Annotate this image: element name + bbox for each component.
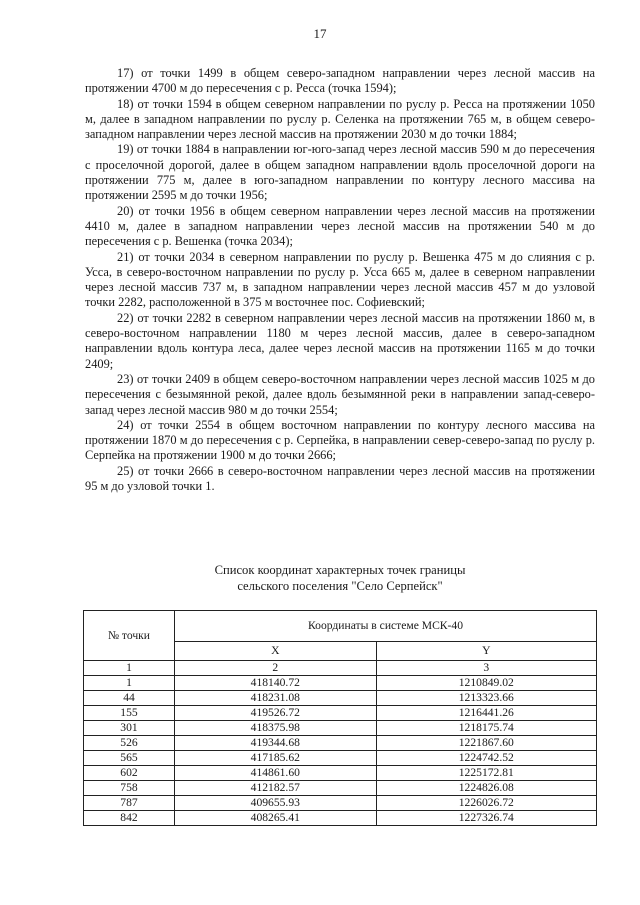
point-number-cell: 301 xyxy=(84,721,175,736)
paragraph-21: 21) от точки 2034 в северном направлении по руслу р. Вешенка 475 м до слияния с р. Усса, в северо-восточном направлении по руслу р. Усса 665 м, далее в северном направлении через лесной массив 737 м, в западном направлении через лесной массив 457 м до узловой точки 2282, расположенной в 375 м восточнее пос. Софиевский; xyxy=(85,249,595,310)
table-row xyxy=(84,691,597,706)
point-number-cell: 842 xyxy=(84,811,175,826)
table-row xyxy=(84,796,597,811)
point-number-cell: 155 xyxy=(84,706,175,721)
y-coordinate-cell: 1210849.02 xyxy=(376,676,596,691)
x-coordinate-cell: 414861.60 xyxy=(175,766,377,781)
paragraph-22: 22) от точки 2282 в северном направлении через лесной массив на протяжении 1860 м, в северо-восточном направлении 1180 м через лесной массив, далее в северо-западном направлении вдоль контура леса, далее через лесной массив на протяжении 1165 м до точки 2409; xyxy=(85,310,595,371)
y-coordinate-cell: 1216441.26 xyxy=(376,706,596,721)
table-row xyxy=(84,721,597,736)
y-coordinate-cell: 1227326.74 xyxy=(376,811,596,826)
column-number-row xyxy=(84,661,597,676)
page-number: 17 xyxy=(313,26,327,41)
table-row xyxy=(84,736,597,751)
column-number: 1 xyxy=(84,661,175,676)
point-number-cell: 44 xyxy=(84,691,175,706)
point-number-cell: 602 xyxy=(84,766,175,781)
coordinates-table xyxy=(83,610,597,826)
y-coordinate-cell: 1221867.60 xyxy=(376,736,596,751)
x-coordinate-cell: 408265.41 xyxy=(175,811,377,826)
point-number-cell: 526 xyxy=(84,736,175,751)
y-coordinate-cell: 1213323.66 xyxy=(376,691,596,706)
x-coordinate-cell: 418140.72 xyxy=(175,676,377,691)
table-row xyxy=(84,751,597,766)
y-coordinate-cell: 1225172.81 xyxy=(376,766,596,781)
paragraph-23: 23) от точки 2409 в общем северо-восточном направлении через лесной массив 1025 м до пересечения с безымянной рекой, далее вдоль безымянной реки в направлении запад-северо-запад через лесной массив 980 м до точки 2554; xyxy=(85,371,595,417)
point-number-cell: 565 xyxy=(84,751,175,766)
x-coordinate-cell: 419344.68 xyxy=(175,736,377,751)
header-point-number: № точки xyxy=(84,611,175,661)
paragraph-20: 20) от точки 1956 в общем северном направлении через лесной массив на протяжении 4410 м, далее в западном направлении через лесной массив на протяжении 540 м до пересечения с р. Вешенка (точка 2034); xyxy=(85,203,595,249)
boundary-description xyxy=(85,66,595,494)
x-coordinate-cell: 412182.57 xyxy=(175,781,377,796)
paragraph-17: 17) от точки 1499 в общем северо-западном направлении через лесной массив на протяжении 4700 м до пересечения с р. Ресса (точка 1594); xyxy=(85,66,595,96)
header-coordinate-system: Координаты в системе МСК-40 xyxy=(175,611,597,642)
y-coordinate-cell: 1218175.74 xyxy=(376,721,596,736)
y-coordinate-cell: 1226026.72 xyxy=(376,796,596,811)
column-number: 3 xyxy=(376,661,596,676)
x-coordinate-cell: 419526.72 xyxy=(175,706,377,721)
y-coordinate-cell: 1224826.08 xyxy=(376,781,596,796)
x-coordinate-cell: 409655.93 xyxy=(175,796,377,811)
caption-line-2: сельского поселения "Село Серпейск" xyxy=(237,579,443,593)
point-number-cell: 1 xyxy=(84,676,175,691)
table-row xyxy=(84,676,597,691)
y-coordinate-cell: 1224742.52 xyxy=(376,751,596,766)
point-number-cell: 758 xyxy=(84,781,175,796)
table-row xyxy=(84,706,597,721)
x-coordinate-cell: 418231.08 xyxy=(175,691,377,706)
caption-line-1: Список координат характерных точек границы xyxy=(214,563,466,577)
x-coordinate-cell: 417185.62 xyxy=(175,751,377,766)
point-number-cell: 787 xyxy=(84,796,175,811)
header-x: X xyxy=(175,642,377,661)
paragraph-24: 24) от точки 2554 в общем восточном направлении по контуру лесного массива на протяжении 1870 м до пересечения с р. Серпейка, в направлении север-северо-запад по руслу р. Серпейка на протяжении 1900 м до точки 2666; xyxy=(85,417,595,463)
table-row xyxy=(84,811,597,826)
paragraph-25: 25) от точки 2666 в северо-восточном направлении через лесной массив на протяжении 95 м до узловой точки 1. xyxy=(85,463,595,494)
x-coordinate-cell: 418375.98 xyxy=(175,721,377,736)
paragraph-18: 18) от точки 1594 в общем северном направлении по руслу р. Ресса на протяжении 1050 м, далее в западном направлении по руслу р. Селенка на протяжении 765 м, в общем северо-западном направлении через лесной массив на протяжении 2030 м до точки 1884; xyxy=(85,96,595,142)
header-y: Y xyxy=(376,642,596,661)
table-caption xyxy=(85,562,595,594)
column-number: 2 xyxy=(175,661,377,676)
paragraph-19: 19) от точки 1884 в направлении юг-юго-запад через лесной массив 590 м до пересечения с проселочной дорогой, далее в общем западном направлении вдоль проселочной дороги на протяжении 775 м, далее в юго-западном направлении по контуру лесного массива на протяжении 2595 м до точки 1956; xyxy=(85,142,595,203)
table-row xyxy=(84,781,597,796)
table-row xyxy=(84,766,597,781)
